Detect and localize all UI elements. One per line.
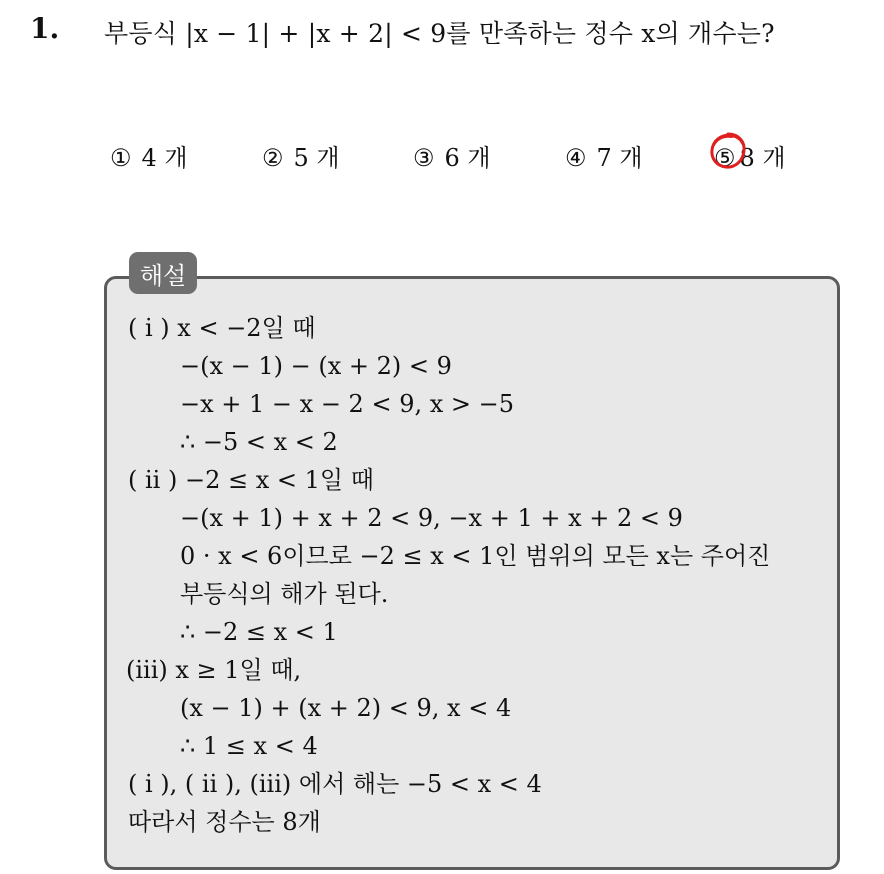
answer-circle-icon [708, 131, 748, 171]
question-text: 부등식 |x − 1| + |x + 2| < 9를 만족하는 정수 x의 개수는? [104, 19, 775, 48]
choice-3-label: 6 개 [444, 144, 491, 172]
question-number: 1. [30, 12, 60, 45]
solution-line: ( i ) x < −2일 때 [128, 314, 316, 342]
solution-line: (iii) x ≥ 1일 때, [126, 656, 302, 684]
choice-4-mark: ④ [565, 144, 587, 172]
solution-line: ( ii ) −2 ≤ x < 1일 때 [128, 466, 374, 494]
choice-4[interactable] [565, 138, 643, 173]
choice-1-mark: ① [110, 144, 132, 172]
choice-1-label: 4 개 [141, 144, 188, 172]
solution-line: 부등식의 해가 된다. [180, 580, 389, 608]
solution-line: −x + 1 − x − 2 < 9, x > −5 [180, 390, 514, 418]
solution-tag: 해설 [129, 252, 197, 294]
solution-line: ∴ −5 < x < 2 [180, 428, 338, 456]
choice-2-mark: ② [262, 144, 284, 172]
choice-3[interactable] [413, 138, 491, 173]
choice-2[interactable] [262, 138, 340, 173]
solution-line: 0 · x < 6이므로 −2 ≤ x < 1인 범위의 모든 x는 주어진 [180, 542, 771, 570]
solution-line: −(x + 1) + x + 2 < 9, −x + 1 + x + 2 < 9 [180, 504, 683, 532]
choice-3-mark: ③ [413, 144, 435, 172]
choice-2-label: 5 개 [293, 144, 340, 172]
choice-5-mark: ⑤ [714, 144, 736, 172]
solution-line: ( i ), ( ii ), (iii) 에서 해는 −5 < x < 4 [128, 770, 542, 798]
solution-line: ∴ −2 ≤ x < 1 [180, 618, 338, 646]
solution-line: ∴ 1 ≤ x < 4 [180, 732, 318, 760]
choice-5-label: 8 개 [739, 144, 786, 172]
answer-choices [0, 138, 884, 178]
solution-line: (x − 1) + (x + 2) < 9, x < 4 [180, 694, 512, 722]
solution-line: −(x − 1) − (x + 2) < 9 [180, 352, 452, 380]
solution-line: 따라서 정수는 8개 [128, 808, 321, 836]
choice-4-label: 7 개 [596, 144, 643, 172]
choice-1[interactable] [110, 138, 188, 173]
